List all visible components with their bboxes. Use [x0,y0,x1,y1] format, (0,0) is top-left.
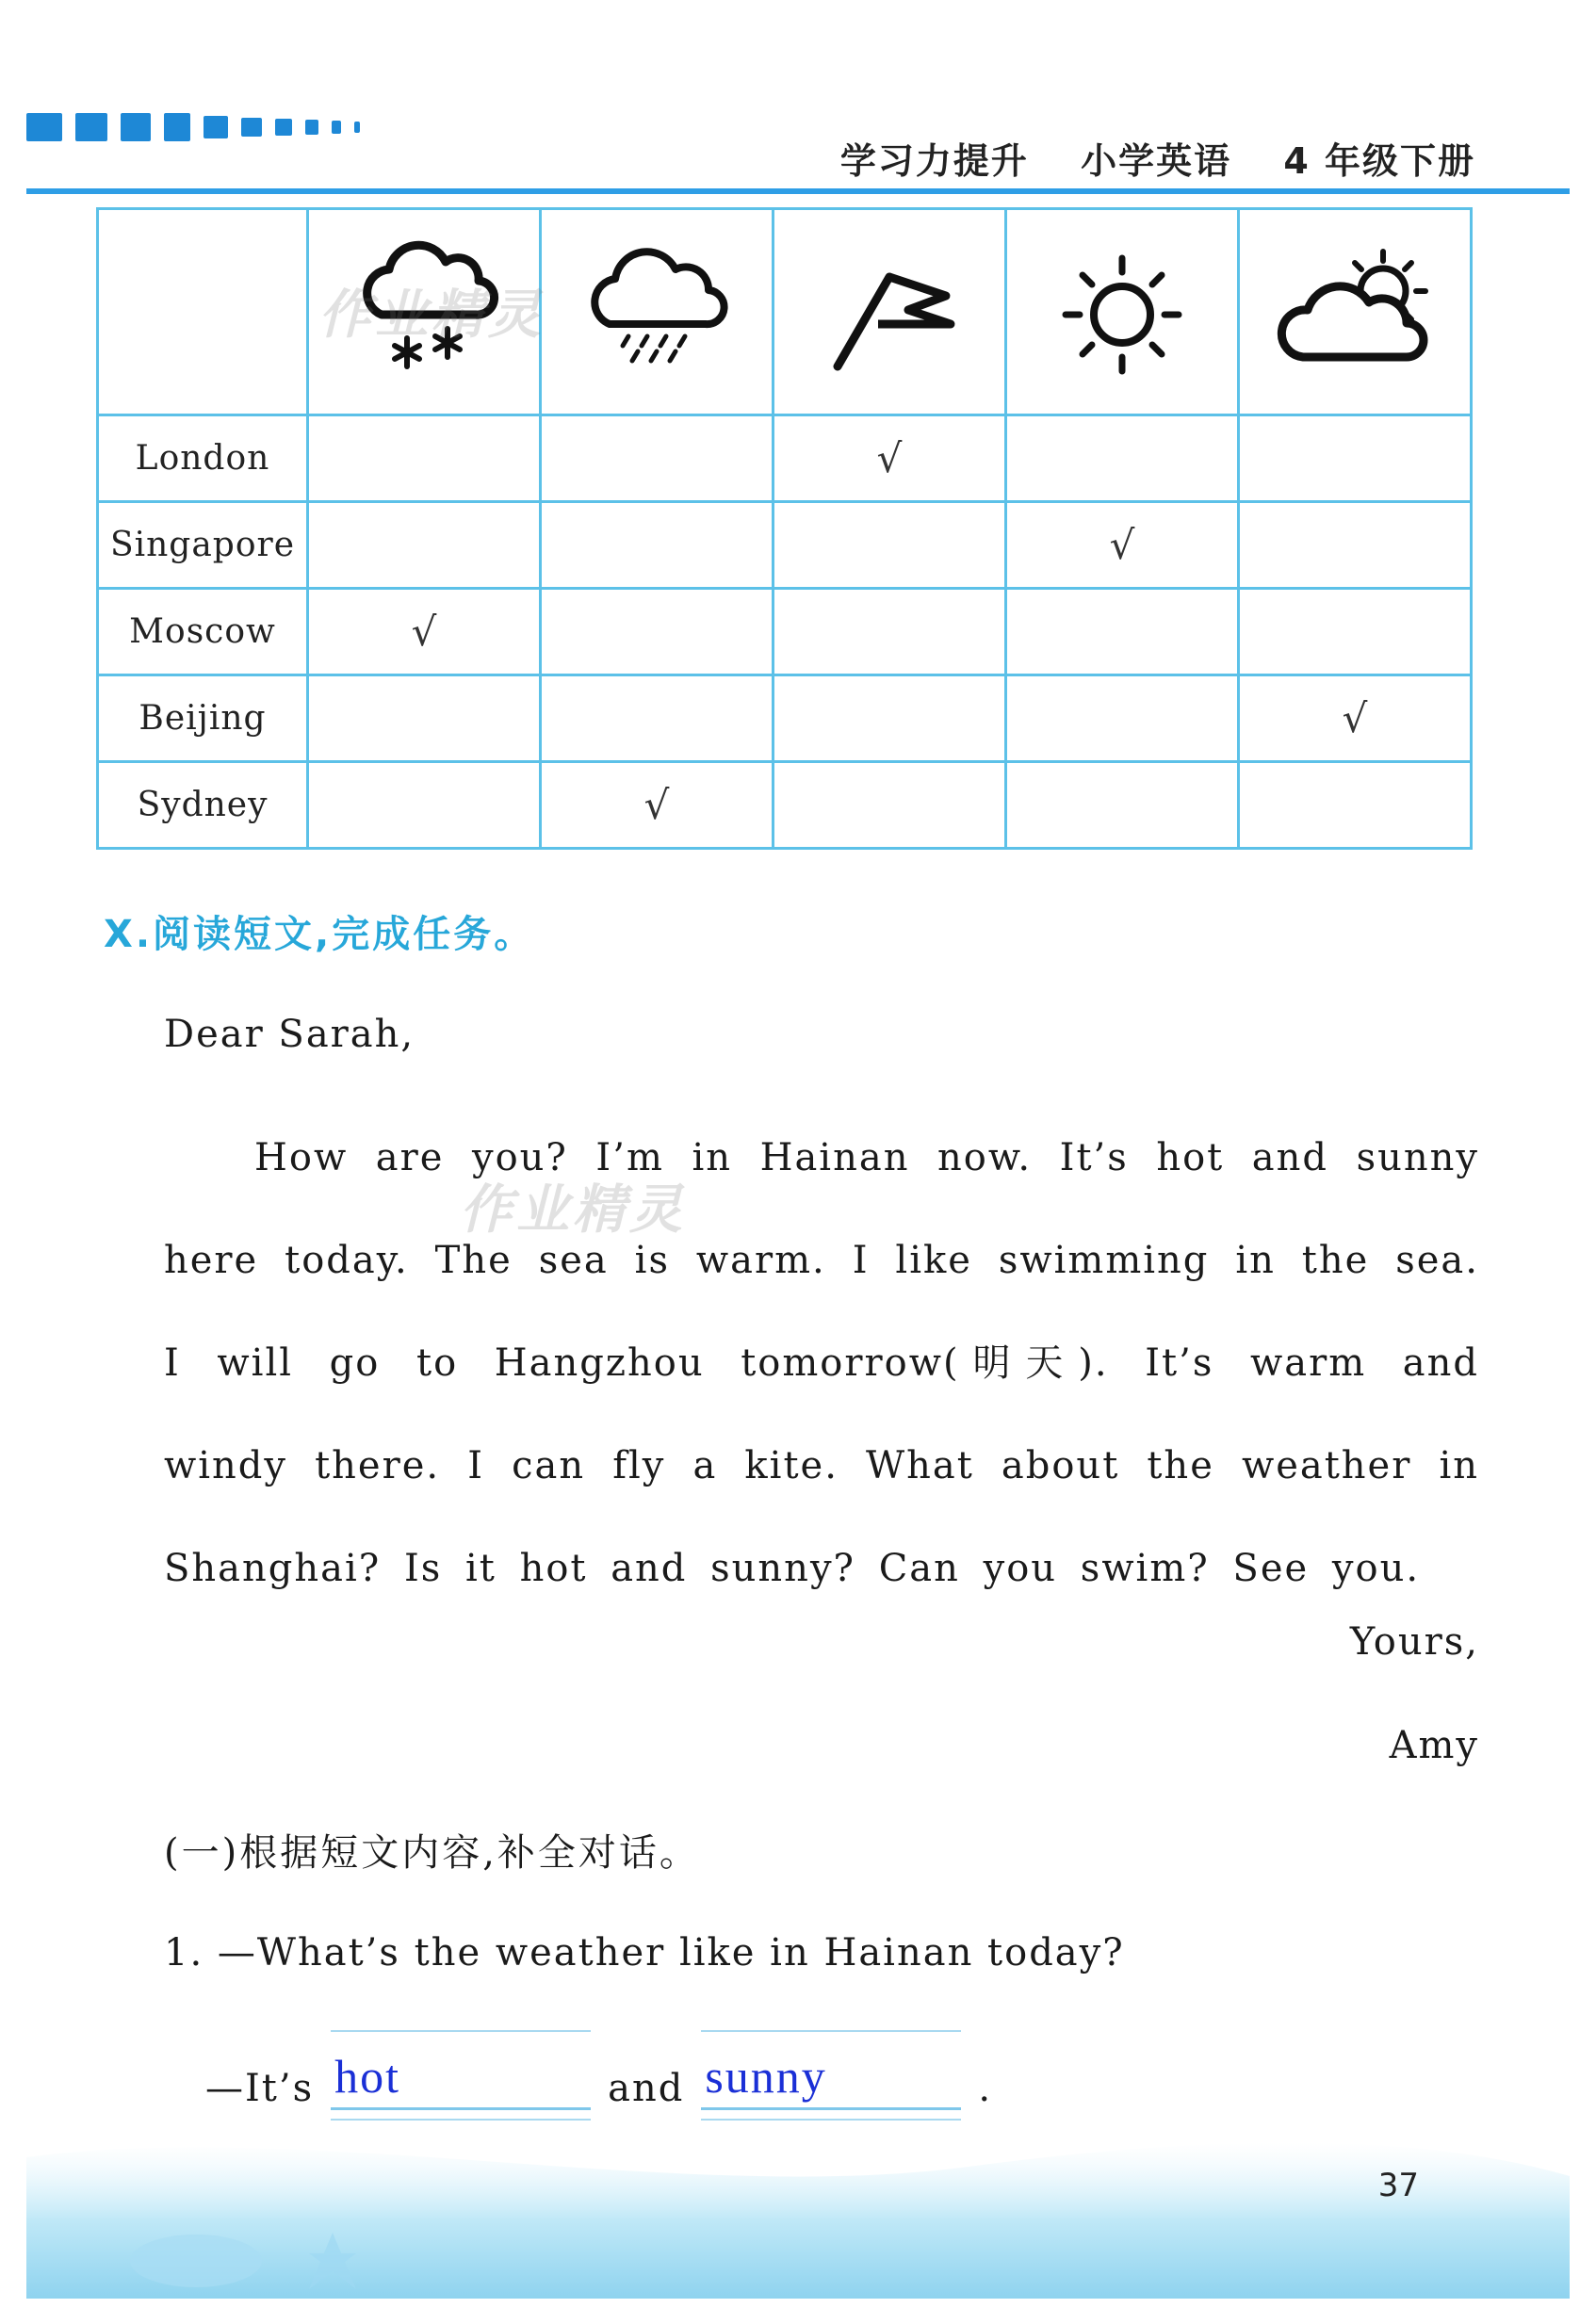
table-corner-cell [98,209,308,415]
check-cell [541,415,774,502]
header-title-part: 学习力提升 [839,140,1029,182]
check-cell: √ [774,415,1006,502]
check-cell: √ [1006,502,1239,589]
check-cell [308,675,541,762]
check-cell [308,415,541,502]
answer-blank-1[interactable] [331,2030,591,2110]
table-row [98,762,1472,849]
watermark: 作业精灵 [318,284,545,346]
check-cell [774,675,1006,762]
task-instruction: (一)根据短文内容,补全对话。 [164,1831,700,1875]
check-cell [308,502,541,589]
table-header-cell [1239,209,1472,415]
check-cell [541,589,774,675]
weather-table [96,207,1473,850]
letter-closing: Yours, [1349,1620,1479,1664]
answer-blank-2-text: sunny [705,2050,827,2103]
windy-flag-icon [795,235,984,385]
footer-sea-decoration [26,2101,1570,2299]
table-header-cell [541,209,774,415]
question-1: 1. —What’s the weather like in Hainan today? [164,1931,1125,1975]
answer-blank-2[interactable] [701,2030,961,2110]
cloudy-sun-icon [1261,235,1449,385]
check-cell [1239,502,1472,589]
table-row [98,415,1472,502]
check-cell: √ [308,589,541,675]
table-header-cell [1006,209,1239,415]
check-cell [1239,415,1472,502]
table-header-row [98,209,1472,415]
check-cell [1006,415,1239,502]
table-row [98,502,1472,589]
check-cell [774,762,1006,849]
header-title-part: 4 年级下册 [1283,140,1475,182]
section-title: Ⅹ.阅读短文,完成任务。 [104,913,535,956]
check-cell [1239,762,1472,849]
answer-blank-1-text: hot [334,2050,401,2103]
check-cell [541,502,774,589]
header-rule [26,188,1570,194]
page-number: 37 [1377,2167,1419,2204]
sun-icon [1028,235,1216,385]
check-cell [1006,675,1239,762]
watermark: 作业精灵 [460,1179,686,1241]
header-title [840,132,1475,184]
city-name: Singapore [98,502,308,589]
letter-signature: Amy [1389,1724,1479,1767]
check-cell [1006,762,1239,849]
letter-greeting: Dear Sarah, [164,1013,415,1056]
table-row [98,589,1472,675]
check-cell [308,762,541,849]
city-name: Beijing [98,675,308,762]
check-cell [1239,589,1472,675]
check-cell: √ [1239,675,1472,762]
check-cell [774,502,1006,589]
page [26,28,1570,2299]
answer-end: . [978,2067,993,2110]
rain-cloud-icon [562,235,751,385]
header-decoration [26,113,360,141]
check-cell [541,675,774,762]
answer-prefix: —It’s [205,2067,315,2110]
check-cell [774,589,1006,675]
city-name: Moscow [98,589,308,675]
check-cell: √ [541,762,774,849]
answer-1 [205,2030,992,2110]
header-title-part: 小学英语 [1081,140,1232,182]
check-cell [1006,589,1239,675]
table-header-cell [774,209,1006,415]
answer-mid: and [608,2067,685,2110]
city-name: London [98,415,308,502]
letter-body: How are you? I’m in Hainan now. It’s hot and sunny here today. The sea is warm. I like swimming in the sea. I will go to Hangzhou tomorrow(明天). It’s warm and windy there. I can fly a kite. What about the weather in Shanghai? Is it hot and sunny? Can you swim? See you. [164,1136,1479,1590]
table-row [98,675,1472,762]
city-name: Sydney [98,762,308,849]
